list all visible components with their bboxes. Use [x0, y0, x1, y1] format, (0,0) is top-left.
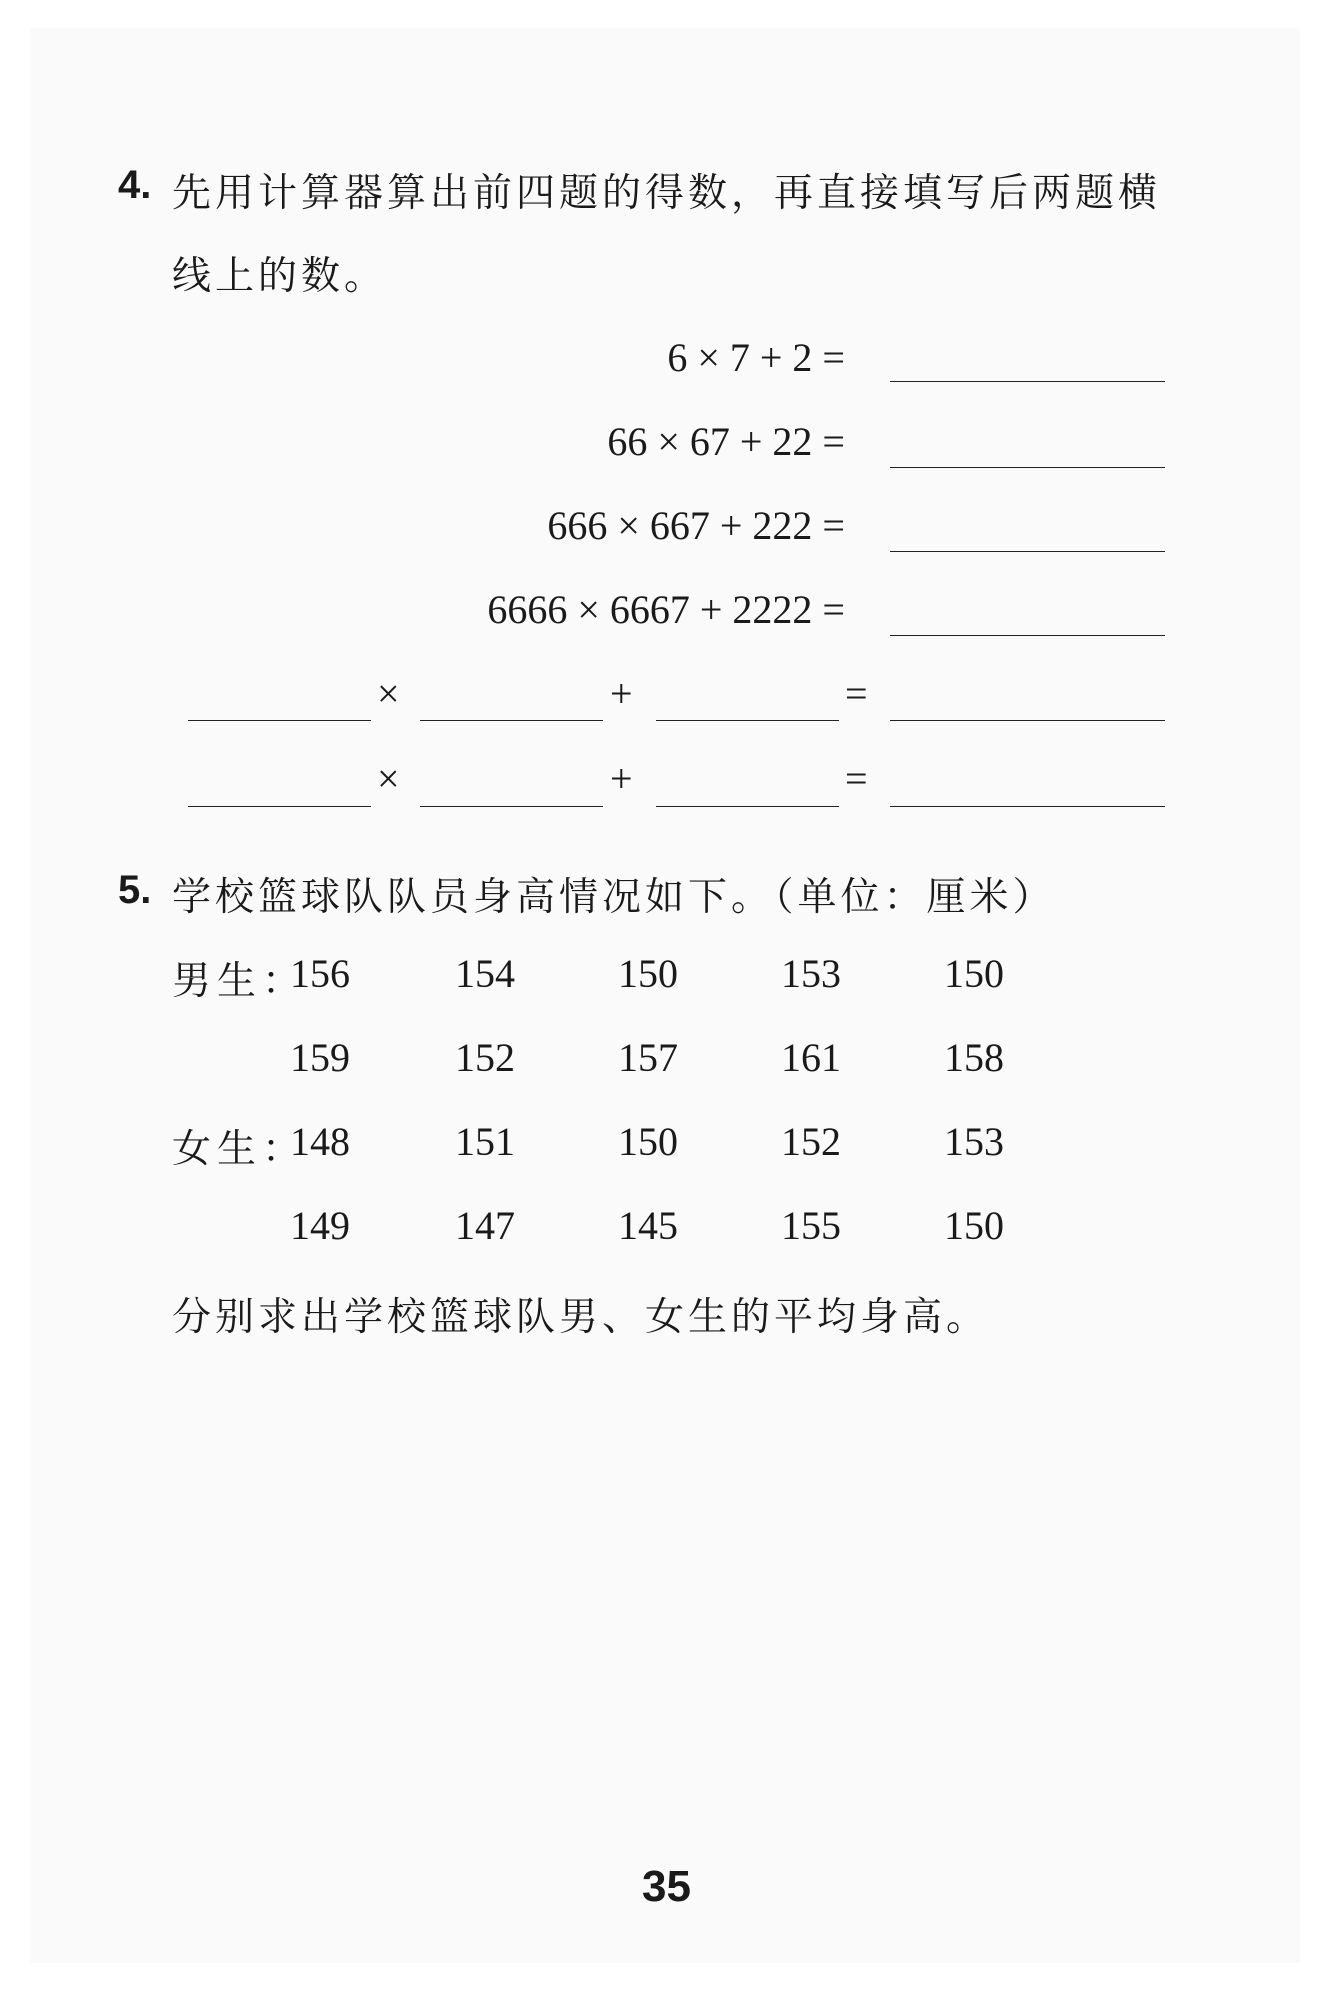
height-value: 158 — [944, 1035, 1004, 1080]
answer-blank-4[interactable] — [890, 635, 1165, 636]
plus-sign: + — [610, 756, 633, 801]
page-number: 35 — [642, 1862, 691, 1911]
times-sign: × — [377, 756, 400, 801]
equation-3: 666 × 667 + 222 = — [547, 503, 845, 548]
girls-label: 女生： — [172, 1127, 308, 1172]
question-5-prompt: 学校篮球队队员身高情况如下。（单位：厘米） — [172, 875, 1056, 920]
blank-factor-b[interactable] — [420, 806, 603, 807]
blank-addend[interactable] — [656, 720, 839, 721]
question-5-number: 5. — [118, 868, 152, 912]
height-value: 145 — [618, 1203, 678, 1248]
blank-factor-a[interactable] — [188, 720, 371, 721]
height-value: 150 — [944, 951, 1004, 996]
blank-factor-b[interactable] — [420, 720, 603, 721]
height-value: 152 — [781, 1119, 841, 1164]
answer-blank-1[interactable] — [890, 381, 1165, 382]
answer-blank-3[interactable] — [890, 551, 1165, 552]
plus-sign: + — [610, 671, 633, 716]
height-value: 151 — [455, 1119, 515, 1164]
height-value: 147 — [455, 1203, 515, 1248]
height-value: 149 — [290, 1203, 350, 1248]
height-value: 153 — [781, 951, 841, 996]
height-value: 150 — [944, 1203, 1004, 1248]
height-value: 148 — [290, 1119, 350, 1164]
height-value: 156 — [290, 951, 350, 996]
equation-1: 6 × 7 + 2 = — [667, 335, 845, 380]
height-value: 161 — [781, 1035, 841, 1080]
answer-blank-2[interactable] — [890, 467, 1165, 468]
question-4-instruction-line-2: 线上的数。 — [172, 254, 388, 299]
equation-2: 66 × 67 + 22 = — [607, 419, 845, 464]
blank-result[interactable] — [890, 720, 1165, 721]
blank-factor-a[interactable] — [188, 806, 371, 807]
height-value: 150 — [618, 1119, 678, 1164]
equals-sign: = — [845, 756, 868, 801]
times-sign: × — [377, 671, 400, 716]
boys-label: 男生： — [172, 959, 308, 1004]
height-value: 155 — [781, 1203, 841, 1248]
height-value: 153 — [944, 1119, 1004, 1164]
height-value: 152 — [455, 1035, 515, 1080]
blank-addend[interactable] — [656, 806, 839, 807]
height-value: 159 — [290, 1035, 350, 1080]
question-4-number: 4. — [118, 163, 152, 207]
blank-result[interactable] — [890, 806, 1165, 807]
height-value: 150 — [618, 951, 678, 996]
question-4-instruction-line-1: 先用计算器算出前四题的得数，再直接填写后两题横 — [172, 171, 1162, 216]
height-value: 157 — [618, 1035, 678, 1080]
height-value: 154 — [455, 951, 515, 996]
equals-sign: = — [845, 671, 868, 716]
equation-4: 6666 × 6667 + 2222 = — [487, 587, 845, 632]
question-5-task: 分别求出学校篮球队男、女生的平均身高。 — [172, 1295, 990, 1340]
